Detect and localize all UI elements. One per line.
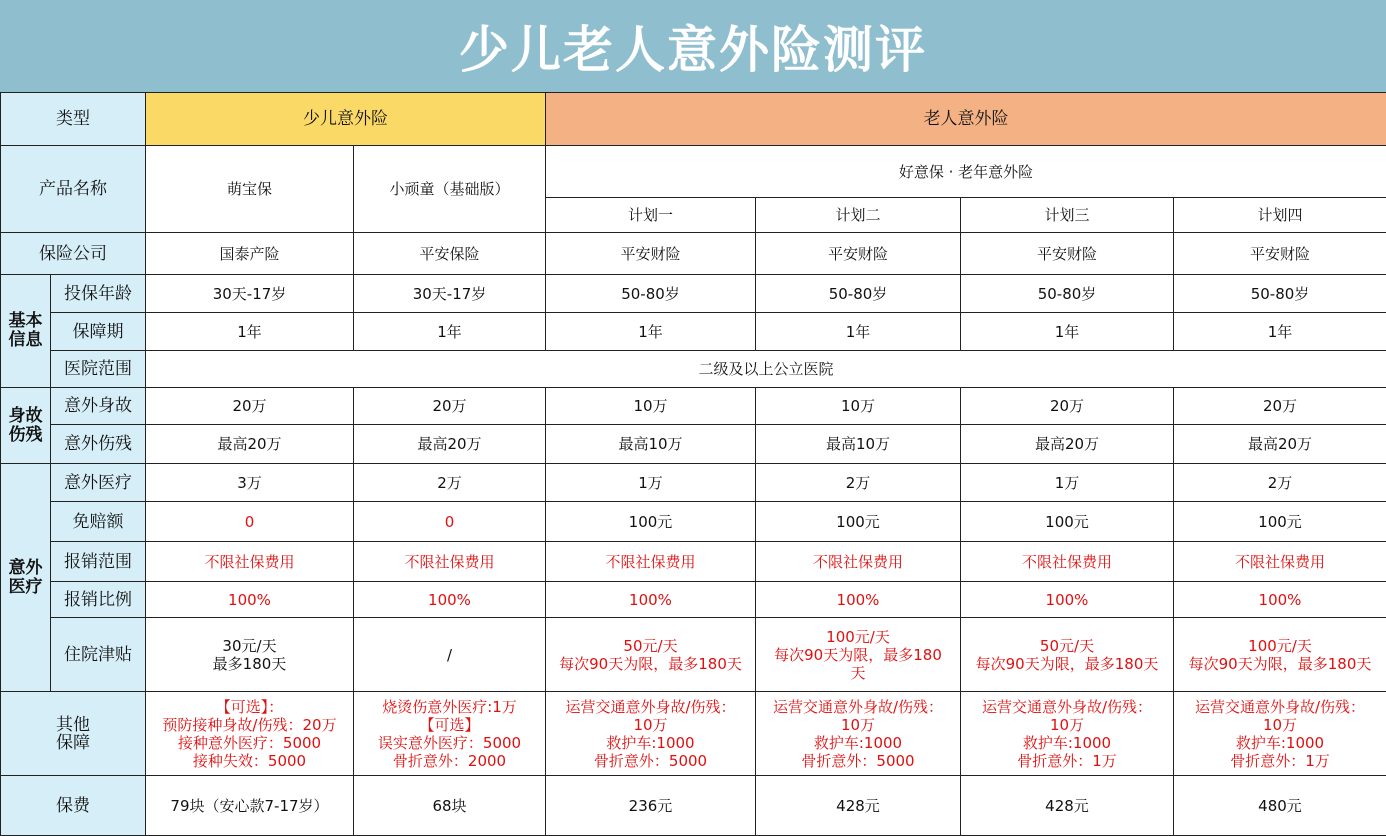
table-cell: 平安财险: [1174, 233, 1386, 275]
table-cell: 100元: [546, 502, 756, 542]
table-row-company: [1, 233, 1386, 275]
table-cell: 1年: [354, 313, 546, 351]
table-cell: 最高10万: [546, 425, 756, 464]
table-cell: 0: [146, 502, 354, 542]
table-cell: 平安财险: [546, 233, 756, 275]
table-cell: 0: [354, 502, 546, 542]
table-cell: 68块: [354, 776, 546, 836]
table-cell: 50-80岁: [546, 275, 756, 313]
table-cell: 100元: [961, 502, 1174, 542]
product-elder-name: 好意保 · 老年意外险: [546, 146, 1386, 198]
table-cell: 最高20万: [146, 425, 354, 464]
table-cell: 运营交通意外身故/伤残： 10万 救护车:1000 骨折意外：1万: [1174, 692, 1386, 776]
table-cell: 100%: [546, 582, 756, 618]
table-cell: 100%: [961, 582, 1174, 618]
table-cell: 10万: [756, 388, 961, 425]
table-cell: 50-80岁: [756, 275, 961, 313]
table-cell: 最高20万: [354, 425, 546, 464]
type-label: 类型: [1, 93, 146, 146]
comparison-table: [0, 92, 1386, 836]
table-row-age: [1, 275, 1386, 313]
table-cell: 1年: [756, 313, 961, 351]
table-cell: 100%: [1174, 582, 1386, 618]
product-kids-1: 萌宝保: [146, 146, 354, 233]
period-label: 保障期: [51, 313, 146, 351]
table-cell: 不限社保费用: [546, 542, 756, 582]
death-label: 意外身故: [51, 388, 146, 425]
table-cell: 428元: [961, 776, 1174, 836]
plan-3: 计划三: [961, 198, 1174, 233]
table-row-medical: [1, 464, 1386, 502]
table-cell: 79块（安心款7-17岁）: [146, 776, 354, 836]
table-cell: 运营交通意外身故/伤残： 10万 救护车:1000 骨折意外：1万: [961, 692, 1174, 776]
table-cell: 1万: [961, 464, 1174, 502]
table-cell: 1年: [1174, 313, 1386, 351]
table-cell: 20万: [146, 388, 354, 425]
table-cell: 2万: [354, 464, 546, 502]
page-title: 少儿老人意外险测评: [0, 0, 1386, 92]
table-cell: 10万: [546, 388, 756, 425]
table-row-period: [1, 313, 1386, 351]
table-cell: 428元: [756, 776, 961, 836]
table-cell: 不限社保费用: [1174, 542, 1386, 582]
table-cell: 20万: [961, 388, 1174, 425]
company-label: 保险公司: [1, 233, 146, 275]
table-row-allowance: [1, 618, 1386, 692]
table-cell: 运营交通意外身故/伤残： 10万 救护车:1000 骨折意外：5000: [546, 692, 756, 776]
table-cell: 最高20万: [961, 425, 1174, 464]
basic-info-group: 基本 信息: [1, 275, 51, 388]
table-cell: 100%: [146, 582, 354, 618]
table-cell: 100元/天 每次90天为限，最多180 天: [756, 618, 961, 692]
table-cell: 236元: [546, 776, 756, 836]
table-cell: 不限社保费用: [354, 542, 546, 582]
table-cell: 不限社保费用: [146, 542, 354, 582]
table-cell: 50-80岁: [1174, 275, 1386, 313]
table-cell: /: [354, 618, 546, 692]
medical-group: 意外 医疗: [1, 464, 51, 692]
table-cell: 100%: [756, 582, 961, 618]
table-cell: 平安财险: [961, 233, 1174, 275]
hospital-label: 医院范围: [51, 351, 146, 388]
table-cell: 100元: [1174, 502, 1386, 542]
table-cell: 30天-17岁: [354, 275, 546, 313]
medical-label: 意外医疗: [51, 464, 146, 502]
table-row-death: [1, 388, 1386, 425]
plan-1: 计划一: [546, 198, 756, 233]
scope-label: 报销范围: [51, 542, 146, 582]
table-cell: 100%: [354, 582, 546, 618]
table-cell: 1年: [546, 313, 756, 351]
table-row-hospital: [1, 351, 1386, 388]
table-row-scope: [1, 542, 1386, 582]
age-label: 投保年龄: [51, 275, 146, 313]
table-cell: 烧烫伤意外医疗:1万 【可选】 误实意外医疗：5000 骨折意外：2000: [354, 692, 546, 776]
product-kids-2: 小顽童（基础版）: [354, 146, 546, 233]
kids-insurance-header: 少儿意外险: [146, 93, 546, 146]
table-cell: 平安保险: [354, 233, 546, 275]
table-cell: 50元/天 每次90天为限，最多180天: [961, 618, 1174, 692]
table-cell: 20万: [354, 388, 546, 425]
plan-2: 计划二: [756, 198, 961, 233]
plan-4: 计划四: [1174, 198, 1386, 233]
table-cell: 2万: [756, 464, 961, 502]
table-cell: 最高20万: [1174, 425, 1386, 464]
table-cell: 平安财险: [756, 233, 961, 275]
table-cell: 100元: [756, 502, 961, 542]
table-cell: 1年: [961, 313, 1174, 351]
table-cell: 国泰产险: [146, 233, 354, 275]
table-cell: 2万: [1174, 464, 1386, 502]
table-cell: 1万: [546, 464, 756, 502]
table-cell: 不限社保费用: [756, 542, 961, 582]
table-row-disability: [1, 425, 1386, 464]
table-cell: 30元/天 最多180天: [146, 618, 354, 692]
table-row-type: [1, 93, 1386, 146]
ratio-label: 报销比例: [51, 582, 146, 618]
table-cell: 不限社保费用: [961, 542, 1174, 582]
hospital-scope: 二级及以上公立医院: [146, 351, 1386, 388]
table-row-product: [1, 146, 1386, 198]
disability-label: 意外伤残: [51, 425, 146, 464]
table-row-deductible: [1, 502, 1386, 542]
table-cell: 20万: [1174, 388, 1386, 425]
elder-insurance-header: 老人意外险: [546, 93, 1386, 146]
table-cell: 最高10万: [756, 425, 961, 464]
table-cell: 3万: [146, 464, 354, 502]
deductible-label: 免赔额: [51, 502, 146, 542]
table-row-other: [1, 692, 1386, 776]
allowance-label: 住院津贴: [51, 618, 146, 692]
table-cell: 【可选】： 预防接种身故/伤残：20万 接种意外医疗：5000 接种失效：5000: [146, 692, 354, 776]
table-cell: 30天-17岁: [146, 275, 354, 313]
table-cell: 1年: [146, 313, 354, 351]
product-name-label: 产品名称: [1, 146, 146, 233]
table-row-ratio: [1, 582, 1386, 618]
table-cell: 100元/天 每次90天为限，最多180天: [1174, 618, 1386, 692]
table-row-premium: [1, 776, 1386, 836]
table-cell: 50-80岁: [961, 275, 1174, 313]
table-cell: 50元/天 每次90天为限，最多180天: [546, 618, 756, 692]
other-coverage-label: 其他 保障: [1, 692, 146, 776]
death-disability-group: 身故 伤残: [1, 388, 51, 464]
table-cell: 480元: [1174, 776, 1386, 836]
table-cell: 运营交通意外身故/伤残： 10万 救护车:1000 骨折意外：5000: [756, 692, 961, 776]
premium-label: 保费: [1, 776, 146, 836]
